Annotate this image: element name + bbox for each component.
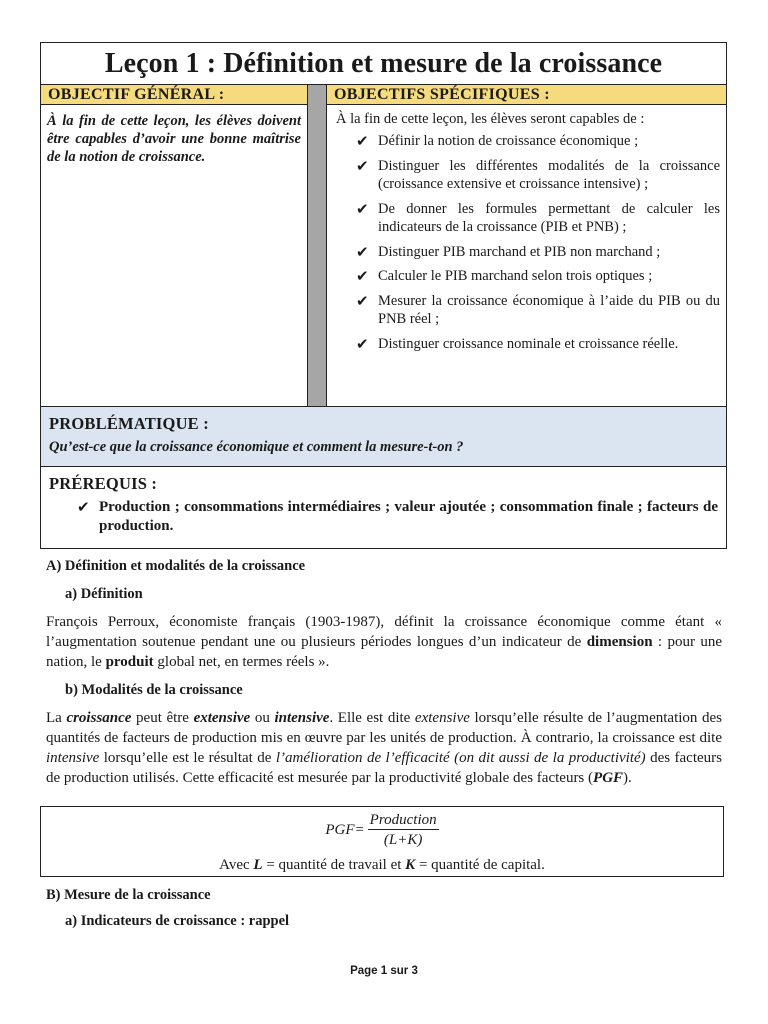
text-run: : pour une nation, le	[46, 634, 722, 670]
prerequis-list	[49, 498, 718, 536]
problematique-heading: PROBLÉMATIQUE :	[49, 414, 209, 433]
checkmark-icon: ✔	[356, 132, 369, 150]
objective-text: Mesurer la croissance économique à l’aide du PIB ou du PNB réel ;	[378, 292, 720, 327]
general-objective-column	[41, 85, 308, 406]
text-run: La	[46, 710, 67, 726]
lesson-title: Leçon 1 : Définition et mesure de la croissance	[104, 47, 663, 79]
problematique-question: Qu’est-ce que la croissance économique et comment la mesure-t-on ?	[49, 439, 464, 455]
specific-objectives-intro: À la fin de cette leçon, les élèves seront capables de :	[336, 111, 645, 127]
general-objective-text: À la fin de cette leçon, les élèves doivent être capables d’avoir une bonne maîtrise de la notion de croissance.	[47, 113, 301, 165]
formula-denominator: (L+K)	[383, 832, 423, 848]
list-item	[356, 267, 720, 286]
list-item	[356, 132, 720, 151]
page-number: 1	[380, 965, 388, 977]
bold-term: produit	[105, 654, 154, 670]
page-footer	[0, 965, 768, 977]
text-run: François Perroux, économiste français (1903-1987), définit la croissance économique comme étant « l’augmentation soutenue pendant une ou plusieurs périodes longues d’un indicateur de	[46, 614, 722, 650]
prerequis-text: Production ; consommations intermédiaires ; valeur ajoutée ; consommation finale ; facteurs de production.	[99, 499, 718, 534]
specific-objectives-list	[327, 129, 726, 353]
modalites-paragraph	[46, 708, 722, 788]
text-run: . Elle est dite	[329, 710, 415, 726]
variable-K: K	[405, 857, 416, 873]
text-run: global net, en termes réels ».	[153, 654, 330, 670]
text-run: lorsqu’elle est le résultat de	[99, 750, 276, 766]
objective-text: Distinguer les différentes modalités de la croissance (croissance extensive et croissance intensive) ;	[378, 157, 720, 192]
text-run: des facteurs de production utilisés. Cette efficacité est mesurée par la productivité globale des facteurs (	[46, 750, 722, 786]
section-a-heading: A) Définition et modalités de la croissance	[46, 558, 306, 574]
objectives-row	[41, 85, 726, 407]
formula-lhs: PGF=	[325, 822, 365, 838]
variable-L: L	[253, 857, 263, 873]
text-run: ou	[250, 710, 275, 726]
prerequis-heading: PRÉREQUIS :	[49, 474, 158, 493]
specific-objectives-heading: OBJECTIFS SPÉCIFIQUES :	[327, 85, 726, 105]
text-run: = quantité de capital.	[415, 857, 545, 873]
section-a	[46, 556, 722, 788]
subsection-indicateurs-heading: a) Indicateurs de croissance : rappel	[65, 913, 290, 929]
list-item	[356, 157, 720, 194]
checkmark-icon: ✔	[77, 498, 90, 516]
formula-box	[40, 806, 724, 877]
formula-fraction	[368, 811, 439, 850]
checkmark-icon: ✔	[356, 334, 369, 353]
text-run: Avec	[219, 857, 254, 873]
formula-numerator: Production	[369, 812, 437, 828]
bold-term: dimension	[586, 634, 653, 650]
bold-italic-term: intensive	[274, 710, 330, 726]
subsection-definition-heading: a) Définition	[65, 586, 143, 602]
text-run: lorsqu’elle résulte de l’augmentation des quantités de facteurs de production mis en œuvre par les unités de production. À contrario, la croissance est dite	[46, 710, 723, 746]
prerequis-box	[41, 467, 726, 548]
specific-objectives-column	[327, 85, 726, 406]
italic-term: intensive	[46, 750, 100, 766]
italic-term: extensive	[414, 710, 470, 726]
page-label: Page	[350, 965, 381, 977]
title-row	[41, 43, 726, 85]
section-b-heading: B) Mesure de la croissance	[46, 887, 211, 903]
objective-text: Calculer le PIB marchand selon trois optiques ;	[378, 268, 653, 284]
checkmark-icon: ✔	[356, 242, 369, 261]
bold-italic-term: PGF	[593, 770, 624, 786]
page-separator: sur	[387, 965, 412, 977]
text-run: = quantité de travail et	[262, 857, 406, 873]
definition-paragraph	[46, 612, 722, 672]
pgf-formula	[41, 811, 723, 850]
text-run: ).	[623, 770, 632, 786]
checkmark-icon: ✔	[356, 156, 369, 175]
objective-text: De donner les formules permettant de calculer les indicateurs de la croissance (PIB et PNB) ;	[378, 200, 720, 235]
problematique-box	[41, 407, 726, 467]
list-item	[356, 200, 720, 237]
text-run: peut être	[131, 710, 194, 726]
checkmark-icon: ✔	[356, 291, 369, 310]
bold-italic-term: croissance	[66, 710, 132, 726]
column-separator	[308, 85, 327, 406]
objective-text: Distinguer croissance nominale et croissance réelle.	[378, 335, 679, 352]
list-item	[356, 292, 720, 329]
checkmark-icon: ✔	[356, 267, 369, 285]
subsection-modalites-heading: b) Modalités de la croissance	[65, 682, 243, 698]
lesson-header-table	[40, 42, 727, 549]
objective-text: Distinguer PIB marchand et PIB non marchand ;	[378, 243, 661, 260]
list-item	[356, 243, 720, 262]
list-item	[77, 498, 718, 536]
page-total: 3	[411, 965, 418, 977]
checkmark-icon: ✔	[356, 199, 369, 218]
italic-term: l’amélioration de l’efficacité (on dit aussi de la productivité)	[275, 750, 646, 766]
bold-italic-term: extensive	[193, 710, 251, 726]
formula-legend	[41, 855, 723, 875]
section-b	[46, 885, 722, 931]
objective-text: Définir la notion de croissance économique ;	[378, 133, 639, 149]
list-item	[356, 335, 720, 354]
general-objective-heading: OBJECTIF GÉNÉRAL :	[41, 85, 307, 105]
